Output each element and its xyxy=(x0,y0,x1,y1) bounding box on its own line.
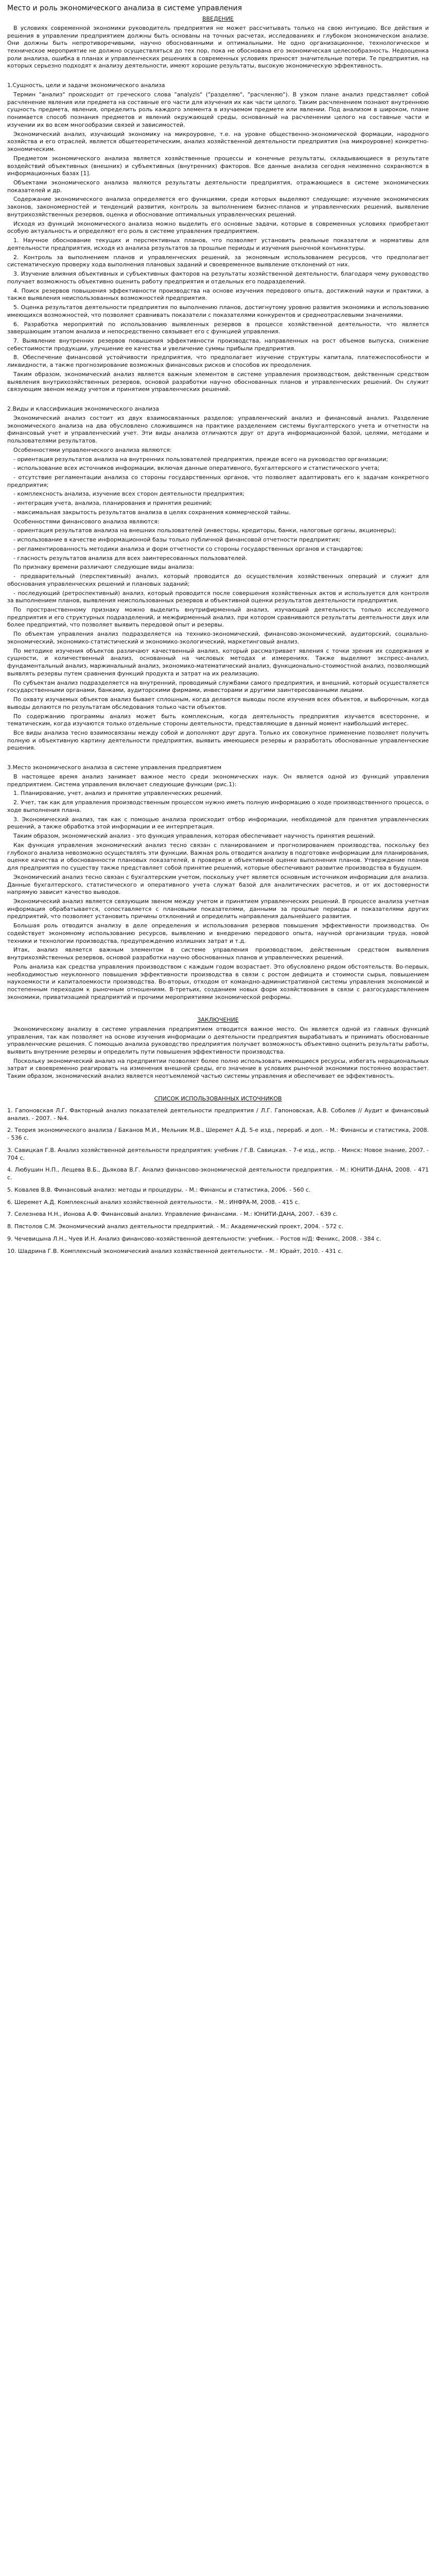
reference-item: 7. Селезнева Н.Н., Ионова А.Ф. Финансовый анализ. Управление финансами. - М.: ЮНИТИ-ДАНА, 2007. - 639 с. xyxy=(7,1211,338,1218)
reference-item: 6. Шеремет А.Д. Комплексный анализ хозяйственной деятельности. - М.: ИНФРА-М, 2008. - 415 с. xyxy=(7,1198,300,1206)
reference-item: 5. Ковалев В.В. Финансовый анализ: методы и процедуры. - М.: Финансы и статистика, 2006. - 560 с. xyxy=(7,1186,311,1193)
paragraph: 4. Поиск резервов повышения эффективности производства на основе изучения передового опыта, достижений науки и практики, а также выявления неиспользованных возможностей предприятия. xyxy=(7,287,429,302)
section-3 xyxy=(7,773,429,1002)
paragraph: 3. Экономический анализ, так как с помощью анализа происходит отбор информации, необходимой для принятия управленческих решений, а также обработка этой информации и ее интерпретация. xyxy=(7,816,429,831)
reference-item: 2. Теория экономического анализа / Баканов М.И., Мельник М.В., Шеремет А.Д. 5-е изд., перераб. и доп. - М.: Финансы и статистика, 2008. - 536 с. xyxy=(7,1127,429,1142)
paragraph: - регламентированность методики анализа и форм отчетности со стороны государственных органов и стандартов; xyxy=(13,545,363,552)
spacer xyxy=(7,754,429,761)
paragraph: 6. Разработка мероприятий по использованию выявленных резервов в процессе хозяйственной деятельности, что является завершающим этапом анализа и непосредственно связывает его с функцией управления. xyxy=(7,320,429,335)
paragraph: - максимальная закрытость результатов анализа в целях сохранения коммерческой тайны. xyxy=(13,509,291,516)
paragraph: 3. Изучение влияния объективных и субъективных факторов на результаты хозяйственной деятельности, благодаря чему руководство получает возможность объективно оценить работу предприятия и отдельных его подразделений. xyxy=(7,270,429,285)
conclusion-heading: ЗАКЛЮЧЕНИЕ xyxy=(197,1016,239,1023)
reference-item: 9. Чечевицына Л.Н., Чуев И.Н. Анализ финансово-хозяйственной деятельности: учебник. - Ростов н/Д: Феникс, 2008. - 384 с. xyxy=(7,1235,381,1242)
paragraph: Экономическому анализу в системе управления предприятием отводится важное место. Он является одной из главных функций управления, так как позволяет на основе изучения информации о деятельности предприятия вырабатывать и принимать обоснованные управленческие решения. С помощью анализа руководство предприятия получает возможность объективно оценить результаты работы, выявить внутренние резервы и определить пути повышения эффективности производства. xyxy=(7,1025,429,1056)
section-2 xyxy=(7,415,429,752)
paragraph: Экономический анализ является связующим звеном между учетом и принятием управленческих решений. В процессе анализа учетная информация обрабатывается, сопоставляется с плановыми показателями, данными за прошлые периоды и показателями других предприятий, что позволяет установить причины отклонений и определить направления дальнейшего развития. xyxy=(7,897,429,920)
section-heading-1: 1.Сущность, цели и задачи экономического анализа xyxy=(7,82,165,89)
intro-heading: ВВЕДЕНИЕ xyxy=(202,15,234,22)
paragraph: Все виды анализа тесно взаимосвязаны между собой и дополняют друг друга. Только их совокупное применение позволяет получить полную и объективную картину деятельности предприятия, выявить имеющиеся резервы и разработать обоснованные управленческие решения. xyxy=(7,730,429,752)
section-1 xyxy=(7,91,429,394)
document xyxy=(0,0,436,1255)
paragraph: Большая роль отводится анализу в деле определения и использования резервов повышения эффективности производства. Он содействует экономному использованию ресурсов, выявлению и внедрению передового опыта, научной организации труда, новой техники и технологии производства, предупреждению излишних затрат и т.д. xyxy=(7,922,429,944)
paragraph: Экономический анализ, изучающий экономику на микроуровне, т.е. на уровне общественно-экономической формации, народного хозяйства и его отраслей, является общетеоретическим, анализ хозяйственной деятельности предприятия (на микроуровне) конкретно-экономическим. xyxy=(7,130,429,153)
paragraph: По признаку времени различают следующие виды анализа: xyxy=(13,564,195,571)
conclusion-section xyxy=(7,1026,429,1080)
paragraph: - предварительный (перспективный) анализ, который проводится до осуществления хозяйственных операций и служит для обоснования управленческих решений и плановых заданий; xyxy=(7,573,429,587)
paragraph: - использование всех источников информации, включая данные оперативного, бухгалтерского и статистического учета; xyxy=(13,465,380,472)
paragraph: По содержанию программы анализ может быть комплексным, когда деятельность предприятия изучается всесторонне, и тематическим, когда изучаются только отдельные стороны деятельности, представляющие в данный момент наибольший интерес. xyxy=(7,713,429,727)
paragraph: 2. Учет, так как для управления производственным процессом нужно иметь полную информацию о ходе производственного процесса, о ходе выполнения плана. xyxy=(7,799,429,814)
paragraph: Таким образом, экономический анализ - это функция управления, которая обеспечивает научность принятия решений. xyxy=(13,833,376,840)
paragraph: По пространственному признаку можно выделить внутрифирменный анализ, изучающий деятельность только исследуемого предприятия и его структурных подразделений, и межфирменный анализ, при котором сравниваются результаты деятельности двух или более предприятий, что позволяет выявить передовой опыт и резервы. xyxy=(7,606,429,629)
paragraph: Объектами экономического анализа являются результаты деятельности предприятия, отражающиеся в системе экономических показателей и др. xyxy=(7,179,429,194)
spacer xyxy=(7,1003,429,1016)
paragraph: Содержание экономического анализа определяется его функциями, среди которых выделяют следующие: изучение экономических законов, закономерностей и тенденций развития, контроль за выполнением бизнес-планов и управленческих решений, выявление внутрихозяйственных резервов, оценка и обоснование оптимальных управленческих решений. xyxy=(7,196,429,218)
reference-item: 3. Савицкая Г.В. Анализ хозяйственной деятельности предприятия: учебник / Г.В. Савицкая. - 7-е изд., испр. - Минск: Новое знание, 2007. - 704 с. xyxy=(7,1146,429,1161)
paragraph: - отсутствие регламентации анализа со стороны государственных органов, что позволяет адаптировать его к задачам конкретного предприятия; xyxy=(7,473,429,488)
paragraph: 8. Обеспечение финансовой устойчивости предприятия, что предполагает изучение структуры капитала, платежеспособности и ликвидности, а также прогнозирование возможных финансовых рисков и способов их преодоления. xyxy=(7,354,429,369)
reference-item: 8. Пястолов С.М. Экономический анализ деятельности предприятий. - М.: Академический проект, 2004. - 572 с. xyxy=(7,1223,344,1230)
spacer xyxy=(7,72,429,79)
section-heading-2: 2.Виды и классификация экономического анализа xyxy=(7,405,159,413)
paragraph: Таким образом, экономический анализ является важным элементом в системе управления производством, действенным средством выявления внутрихозяйственных резервов, основой разработки научно обоснованных планов и управленческих решений. Он служит связующим звеном между учетом и принятием управленческих решений. xyxy=(7,370,429,393)
paragraph: 5. Оценка результатов деятельности предприятия по выполнению планов, достигнутому уровню развития экономики и использованию имеющихся возможностей, что позволяет сравнивать показатели с показателями конкурентов и среднеотраслевыми значениями. xyxy=(7,304,429,318)
paragraph: Поскольку экономический анализ на предприятии позволяет более полно использовать имеющиеся ресурсы, избегать нерациональных затрат и своевременно реагировать на изменения внешней среды, его значение в условиях рыночной экономики постоянно возрастает. Таким образом, экономический анализ является неотъемлемой частью системы управления и обеспечивает ее эффективность. xyxy=(7,1057,429,1080)
paragraph: - ориентация результатов анализа на внутренних пользователей предприятия, прежде всего на руководство организации; xyxy=(13,455,388,463)
paragraph: Исходя из функций экономического анализа можно выделить его основные задачи, которые в современных условиях приобретают особую актуальность и определяют его роль в системе управления предприятием. xyxy=(7,220,429,235)
paragraph: Как функция управления экономический анализ тесно связан с планированием и прогнозированием производства, поскольку без глубокого анализа невозможно осуществлять эти функции. Важная роль отводится анализу в подготовке информации для планирования, оценке качества и обоснованности плановых показателей, в проверке и объективной оценке выполнения планов. Утверждение планов для предприятия по существу также представляет собой принятие решений, которые обеспечивают развитие производства в будущем. xyxy=(7,841,429,872)
paragraph: Термин "анализ" происходит от греческого слова "analyzis" ("разделяю", "расчленяю"). В узком плане анализ представляет собой расчленение явления или предмета на составные его части для изучения их как части целого. Таким расчленением познают внутреннюю сущность предмета, явления, определить роль каждого элемента в изучаемом предмете или явлении. Под анализом в широком, плане понимается способ познания предметов и явлений окружающей среды, основанный на расчленении целого на составные части и изучении их во всем многообразии связей и зависимостей. xyxy=(7,91,429,128)
reference-item: 1. Гапоновская Л.Г. Факторный анализ показателей деятельности предприятия / Л.Г. Гапоновская, А.В. Соболев // Аудит и финансовый анализ. - 2007. - №4. xyxy=(7,1107,429,1122)
paragraph: В условиях современной экономики руководитель предприятия не может рассчитывать только на свою интуицию. Все действия и решения в управлении предприятием должны быть основаны на точных расчетах, исследованиях и глубоком экономическом анализе. Они должны быть непротиворечивыми, научно обоснованными и оптимальными. Не одно организационное, технологическое и техническое мероприятие не должно осуществляться до тех пор, пока не обоснована его экономическая целесообразность. Недооценка роли анализа, ошибка в планах и управленческих решениях в современных условиях приносят значительные потери. Те предприятия, на которых серьезно подходят к анализу деятельности, имеют хорошие результаты, высокую экономическую эффективность. xyxy=(7,24,429,70)
paragraph: Итак, анализ является важным элементом в системе управления производством, действенным средством выявления внутрихозяйственных резервов, основой разработки научно обоснованных планов и управленческих решений. xyxy=(7,946,429,961)
section-heading-3: 3.Место экономического анализа в системе управления предприятием xyxy=(7,764,222,771)
paragraph: - комплексность анализа, изучение всех сторон деятельности предприятия; xyxy=(13,490,245,498)
paragraph: Особенностями управленческого анализа являются: xyxy=(13,446,172,453)
paragraph: 2. Контроль за выполнением планов и управленческих решений, за экономным использованием ресурсов, что предполагает систематическую проверку хода выполнения плановых заданий и своевременное выявление отклонений от них. xyxy=(7,253,429,268)
paragraph: По методике изучения объектов различают качественный анализ, который рассматривает явления с точки зрения их содержания и сущности, и количественный анализ, основанный на числовых методах и измерениях. Также выделяют экспресс-анализ, фундаментальный анализ, маржинальный анализ, экономико-математический анализ, функционально-стоимостной анализ, позволяющий выявлять резервы путем сравнения функций продукта и затрат на их реализацию. xyxy=(7,647,429,677)
paragraph: - гласность результатов анализа для всех заинтересованных пользователей. xyxy=(13,554,248,562)
intro-section xyxy=(7,25,429,70)
paragraph: По объектам управления анализ подразделяется на технико-экономический, финансово-экономический, аудиторский, социально-экономический, экономико-статистический и экономико-экологический, маркетинговый анализ. xyxy=(7,631,429,645)
paragraph: По охвату изучаемых объектов анализ бывает сплошным, когда делаются выводы после изучения всех объектов, и выборочным, когда выводы делаются по результатам обследования только части объектов. xyxy=(7,696,429,710)
page-title: Место и роль экономического анализа в системе управления xyxy=(7,4,242,12)
paragraph: По субъектам анализ подразделяется на внутренний, проводимый службами самого предприятия, и внешний, который осуществляется государственными органами, банками, аудиторскими фирмами, инвесторами и другими заинтересованными лицами. xyxy=(7,679,429,694)
paragraph: - последующий (ретроспективный) анализ, который проводится после совершения хозяйственных актов и используется для контроля за выполнением планов, выявления неиспользованных резервов и объективной оценки результатов деятельности предприятия. xyxy=(7,589,429,604)
paragraph: - интеграция учета, анализа, планирования и принятия решений; xyxy=(13,500,212,507)
paragraph: - ориентация результатов анализа на внешних пользователей (инвесторы, кредиторы, банки, налоговые органы, акционеры); xyxy=(13,527,396,534)
paragraph: Экономический анализ состоит из двух взаимосвязанных разделов: управленческий анализ и финансовый анализ. Разделение экономического анализа на два обусловлено сложившимся на практике разделением системы бухгалтерского учета и отчетности на финансовый учет и управленческий учет. Эти виды анализа отличаются друг от друга информационной базой, целями, методами и пользователями результатов. xyxy=(7,414,429,445)
paragraph: 7. Выявление внутренних резервов повышения эффективности производства, направленных на рост объемов выпуска, снижение себестоимости продукции, улучшение ее качества и увеличение суммы прибыли предприятия. xyxy=(7,337,429,352)
paragraph: Экономический анализ тесно связан с бухгалтерским учетом, поскольку учет является основным источником информации для анализа. Данные бухгалтерского, статистического и оперативного учета служат базой для аналитических расчетов, и от их достоверности напрямую зависит качество выводов. xyxy=(7,873,429,896)
paragraph: Роль анализа как средства управления производством с каждым годом возрастает. Это обусловлено рядом обстоятельств. Во-первых, необходимостью неуклонного повышения эффективности производства в связи с ростом дефицита и стоимости сырья, повышением наукоемкости и капиталоемкости производства. Во-вторых, отходом от командно-административной системы управления экономикой и постепенным переходом к рыночным отношениям. В-третьих, созданием новых форм хозяйствования в связи с разгосударствлением экономики, приватизацией предприятий и прочими мероприятиями экономической реформы. xyxy=(7,963,429,1001)
paragraph: В настоящее время анализ занимает важное место среди экономических наук. Он является одной из функций управления предприятием. Система управления включает следующие функции (рис.1): xyxy=(7,773,429,788)
spacer xyxy=(7,1082,429,1095)
paragraph: 1. Научное обоснование текущих и перспективных планов, что позволяет установить реальные показатели и нормативы для деятельности предприятия, исходя из анализа результатов за прошлые периоды и изучения рыночной конъюнктуры. xyxy=(7,237,429,251)
spacer xyxy=(7,395,429,402)
paragraph: 1. Планирование, учет, анализ и принятие управленческих решений. xyxy=(13,790,222,797)
reference-item: 10. Шадрина Г.В. Комплексный экономический анализ хозяйственной деятельности. - М.: Юрайт, 2010. - 431 с. xyxy=(7,1247,343,1255)
paragraph: Особенностями финансового анализа являются: xyxy=(13,518,160,525)
paragraph: - использование в качестве информационной базы только публичной финансовой отчетности предприятия; xyxy=(13,536,341,544)
reference-item: 4. Любушин Н.П., Лещева В.Б., Дьякова В.Г. Анализ финансово-экономической деятельности предприятия. - М.: ЮНИТИ-ДАНА, 2008. - 471 с. xyxy=(7,1166,429,1181)
paragraph: Предметом экономического анализа является хозяйственные процессы и конечные результаты, складывающиеся в результате воздействий объективных (внешних) и субъективных (внутренних) факторов. Все данные анализа сегодня неизменно сохраняются в информационных базах [1]. xyxy=(7,155,429,177)
references-list xyxy=(7,1107,429,1255)
references-heading: СПИСОК ИСПОЛЬЗОВАННЫХ ИСТОЧНИКОВ xyxy=(154,1095,282,1102)
